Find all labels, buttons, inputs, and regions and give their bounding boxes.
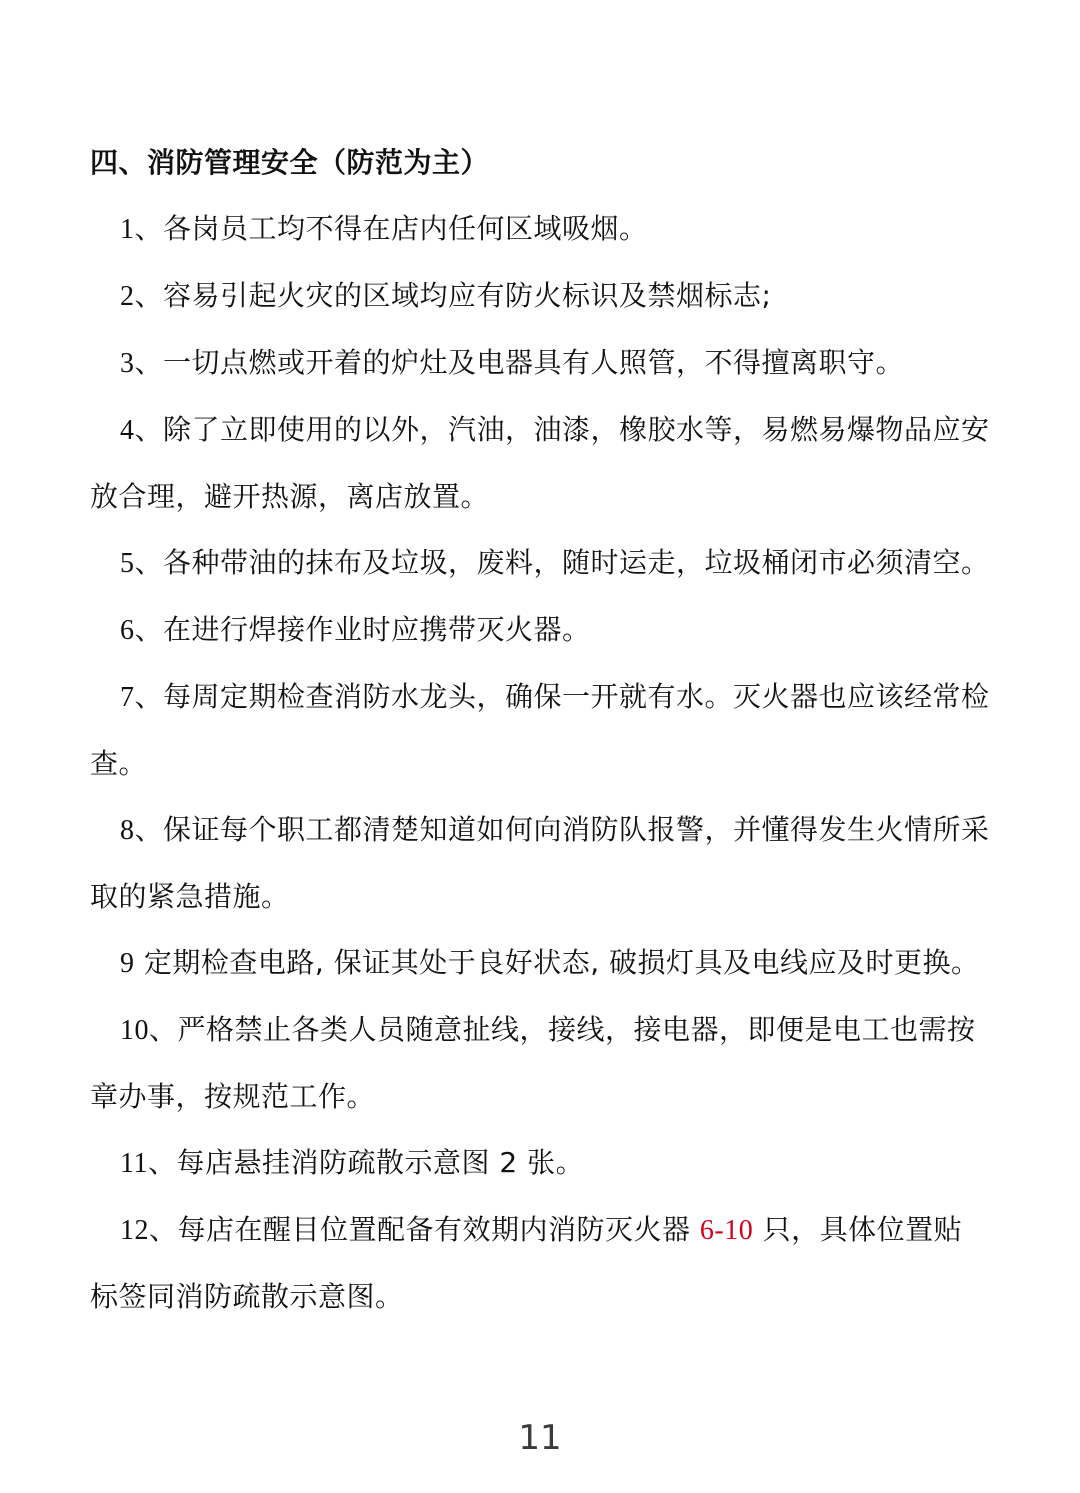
list-item-8 bbox=[90, 797, 990, 930]
item-number: 7 bbox=[120, 682, 135, 713]
item-text-before: 、每店在醒目位置配备有效期内消防灭火器 bbox=[149, 1213, 700, 1246]
item-number: 9 bbox=[120, 948, 135, 979]
item-text: 、每店悬挂消防疏散示意图 2 张。 bbox=[147, 1146, 585, 1179]
item-number: 10 bbox=[120, 1015, 149, 1046]
item-text: 、各岗员工均不得在店内任何区域吸烟。 bbox=[134, 212, 648, 245]
list-item-3 bbox=[90, 330, 990, 397]
list-item-6 bbox=[90, 597, 990, 664]
list-item-5 bbox=[90, 530, 990, 597]
item-text: 、各种带油的抹布及垃圾，废料，随时运走，垃圾桶闭市必须清空。 bbox=[134, 546, 990, 579]
item-number: 12 bbox=[120, 1215, 149, 1246]
item-number: 4 bbox=[120, 415, 135, 446]
item-text: 、容易引起火灾的区域均应有防火标识及禁烟标志; bbox=[134, 279, 772, 312]
document-content bbox=[90, 130, 990, 1330]
list-item-9 bbox=[90, 930, 990, 997]
item-text-after: 只，具体位置贴标签同消防疏散示意图。 bbox=[90, 1213, 963, 1313]
item-number: 11 bbox=[120, 1148, 148, 1179]
item-number: 1 bbox=[120, 214, 135, 245]
item-text: 、每周定期检查消防水龙头，确保一开就有水。灭火器也应该经常检查。 bbox=[90, 680, 990, 780]
list-item-11 bbox=[90, 1130, 990, 1197]
list-item-1 bbox=[90, 196, 990, 263]
item-number: 3 bbox=[120, 348, 135, 379]
item-text: 定期检查电路, 保证其处于良好状态, 破损灯具及电线应及时更换。 bbox=[134, 946, 980, 979]
item-number: 6 bbox=[120, 615, 135, 646]
item-number: 2 bbox=[120, 281, 135, 312]
item-text: 、除了立即使用的以外，汽油，油漆，橡胶水等，易燃易爆物品应安放合理，避开热源，离店放置。 bbox=[90, 413, 990, 513]
item-number: 8 bbox=[120, 815, 135, 846]
item-text: 、在进行焊接作业时应携带灭火器。 bbox=[134, 613, 591, 646]
item-text: 、保证每个职工都清楚知道如何向消防队报警，并懂得发生火情所采取的紧急措施。 bbox=[90, 813, 990, 913]
section-heading: 四、消防管理安全（防范为主） bbox=[90, 146, 490, 179]
list-item-7 bbox=[90, 664, 990, 797]
list-item-4 bbox=[90, 397, 990, 530]
list-item-10 bbox=[90, 997, 990, 1130]
item-text: 、一切点燃或开着的炉灶及电器具有人照管，不得擅离职守。 bbox=[134, 346, 905, 379]
extinguisher-count-highlight: 6-10 bbox=[699, 1215, 754, 1246]
page-number: 11 bbox=[518, 1418, 562, 1458]
item-number: 5 bbox=[120, 548, 135, 579]
list-item-12 bbox=[90, 1197, 990, 1330]
list-item-2 bbox=[90, 263, 990, 330]
item-text: 、严格禁止各类人员随意扯线，接线，接电器，即便是电工也需按章办事，按规范工作。 bbox=[90, 1013, 976, 1113]
